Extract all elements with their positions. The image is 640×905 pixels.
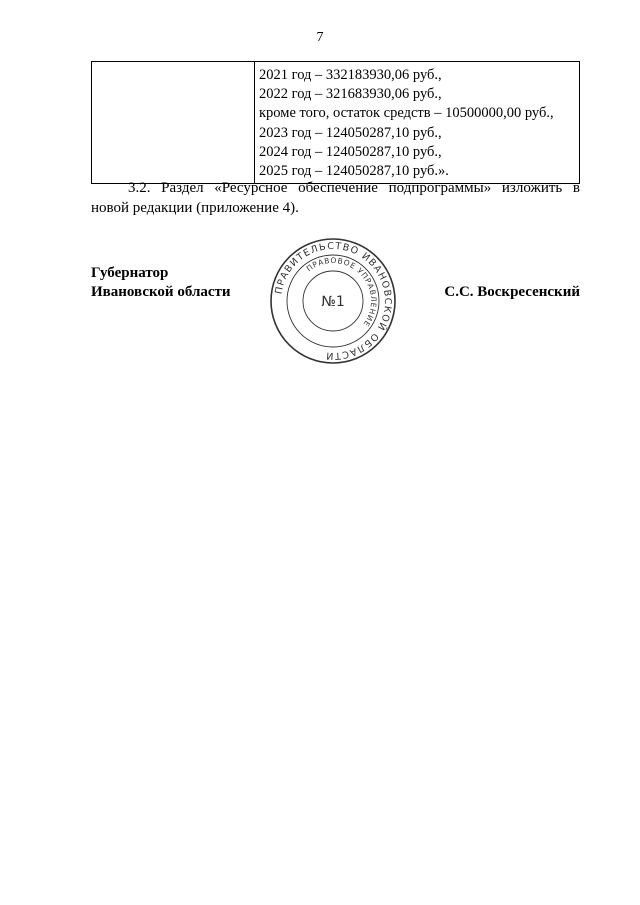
page-number: 7 — [316, 30, 324, 45]
signer-title-line-2: Ивановской области — [91, 284, 231, 300]
amendment-paragraph — [91, 178, 580, 218]
signer-title-line-1: Губернатор — [91, 265, 169, 281]
funding-table — [91, 61, 580, 184]
signer-title — [91, 264, 231, 302]
funding-line-2025: 2025 год – 124050287,10 руб.». — [259, 163, 449, 180]
funding-line-2022: 2022 год – 321683930,06 руб., — [259, 86, 442, 103]
table-cell-empty — [92, 62, 255, 184]
table-row — [92, 62, 580, 184]
paragraph-line-1: 3.2. Раздел «Ресурсное обеспечение подпрограммы» изложить в — [128, 180, 580, 196]
stamp-center-text: №1 — [321, 294, 345, 310]
funding-line-remainder: кроме того, остаток средств – 10500000,00 руб., — [259, 105, 554, 122]
stamp-outer-text: ПРАВИТЕЛЬСТВО ИВАНОВСКОЙ ОБЛАСТИ — [273, 240, 394, 362]
official-stamp — [268, 236, 398, 366]
funding-line-2021: 2021 год – 332183930,06 руб., — [259, 67, 442, 83]
paragraph-line-2: новой редакции (приложение 4). — [91, 200, 299, 216]
funding-line-2023: 2023 год – 124050287,10 руб., — [259, 124, 442, 141]
funding-line-2024: 2024 год – 124050287,10 руб., — [259, 143, 442, 160]
signer-name: С.С. Воскресенский — [444, 284, 580, 300]
table-cell-funding — [255, 62, 580, 184]
stamp-inner-text: ПРАВОВОЕ УПРАВЛЕНИЕ — [304, 255, 379, 329]
